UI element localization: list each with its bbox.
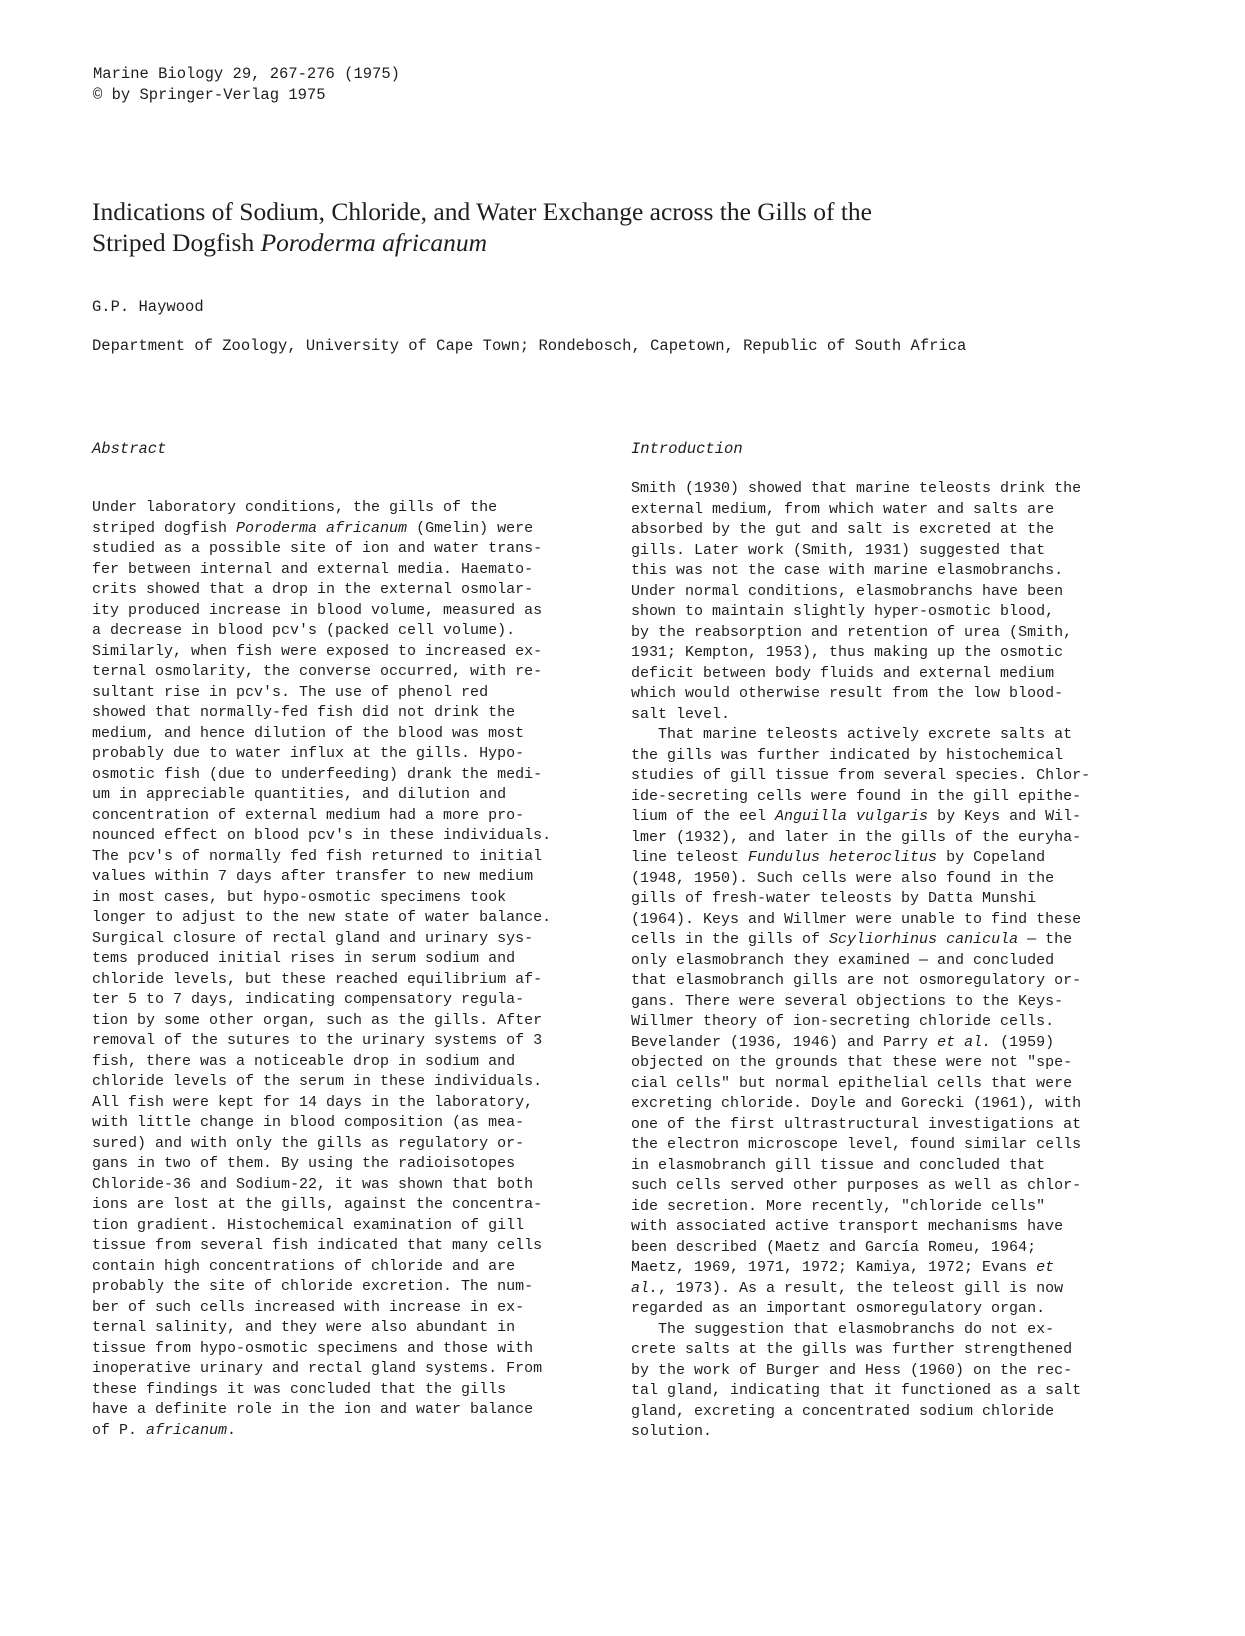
- abstract-line: The pcv's of normally fed fish returned to initial: [92, 847, 543, 865]
- abstract-line-text: .: [227, 1421, 237, 1439]
- intro-line: with associated active transport mechanisms have: [631, 1218, 1064, 1235]
- abstract-line: values within 7 days after transfer to new medium: [92, 868, 534, 885]
- abstract-line: these findings it was concluded that the gills: [92, 1380, 507, 1398]
- intro-line: which would otherwise result from the low blood-: [631, 685, 1064, 702]
- abstract-line: um in appreciable quantities, and dilution and: [92, 786, 507, 803]
- abstract-line: showed that normally-fed fish did not drink the: [92, 704, 516, 721]
- abstract-line: fish, there was a noticeable drop in sodium and: [92, 1052, 516, 1070]
- abstract-line: ity produced increase in blood volume, measured as: [92, 601, 543, 619]
- abstract-line: have a definite role in the ion and water balance: [92, 1401, 534, 1418]
- intro-line-text: — the: [1018, 931, 1073, 948]
- intro-line: gans. There were several objections to the Keys-: [631, 992, 1064, 1010]
- abstract-line: All fish were kept for 14 days in the laboratory,: [92, 1093, 534, 1111]
- abstract-line: sultant rise in pcv's. The use of phenol red: [92, 683, 489, 701]
- intro-line: such cells served other purposes as well as chlor-: [631, 1177, 1082, 1194]
- intro-line: gills. Later work (Smith, 1931) suggested that: [631, 541, 1046, 559]
- intro-line: [631, 1258, 1151, 1279]
- abstract-line: removal of the sutures to the urinary systems of 3: [92, 1032, 543, 1049]
- intro-et-al: al.: [631, 1279, 659, 1297]
- abstract-line: fer between internal and external media. Haemato-: [92, 560, 534, 578]
- intro-line: lmer (1932), and later in the gills of the euryha-: [631, 828, 1082, 846]
- abstract-species-name: africanum: [146, 1421, 228, 1439]
- intro-line-text: Maetz, 1969, 1971, 1972; Kamiya, 1972; Evans: [631, 1259, 1037, 1276]
- intro-line: That marine teleosts actively excrete salts at: [631, 726, 1073, 743]
- abstract-line: ions are lost at the gills, against the concentra-: [92, 1196, 543, 1213]
- abstract-line: Surgical closure of rectal gland and urinary sys-: [92, 929, 534, 947]
- introduction-heading: Introduction: [631, 440, 743, 458]
- intro-et-al: et: [1036, 1259, 1055, 1276]
- intro-line: this was not the case with marine elasmobranchs.: [631, 562, 1064, 579]
- paper-title: [92, 196, 1092, 258]
- intro-line: (1948, 1950). Such cells were also found in the: [631, 869, 1055, 887]
- intro-line: [631, 1033, 1151, 1054]
- intro-line: Under normal conditions, elasmobranchs have been: [631, 582, 1064, 600]
- intro-line: the electron microscope level, found similar cells: [631, 1136, 1082, 1153]
- intro-line-text: cells in the gills of: [631, 931, 830, 948]
- abstract-line: tems produced initial rises in serum sodium and: [92, 950, 516, 967]
- abstract-line: studied as a possible site of ion and water trans-: [92, 540, 543, 557]
- intro-line: cial cells" but normal epithelial cells that were: [631, 1074, 1073, 1092]
- abstract-heading: Abstract: [92, 440, 167, 458]
- intro-species-name: Anguilla vulgaris: [775, 808, 929, 825]
- journal-citation: Marine Biology 29, 267-276 (1975): [93, 65, 400, 83]
- intro-line-text: by Keys and Wil-: [928, 808, 1082, 825]
- intro-line-text: line teleost: [631, 849, 749, 866]
- intro-line: objected on the grounds that these were not "spe-: [631, 1054, 1073, 1071]
- intro-line: ide-secreting cells were found in the gill epithe-: [631, 787, 1082, 805]
- intro-line: been described (Maetz and García Romeu, 1964;: [631, 1238, 1037, 1256]
- author-affiliation: Department of Zoology, University of Cape Town; Rondebosch, Capetown, Republic of South Africa: [92, 337, 967, 355]
- intro-line: gland, excreting a concentrated sodium chloride: [631, 1402, 1055, 1420]
- intro-line: only elasmobranch they examined — and concluded: [631, 951, 1055, 969]
- abstract-line-text: of P.: [92, 1421, 147, 1439]
- abstract-species-name: Poroderma africanum: [236, 519, 408, 537]
- abstract-line: [92, 1421, 602, 1442]
- intro-line-text: lium of the eel: [631, 808, 776, 825]
- intro-line: in elasmobranch gill tissue and concluded that: [631, 1156, 1046, 1174]
- abstract-line: medium, and hence dilution of the blood was most: [92, 724, 525, 742]
- intro-line: Willmer theory of ion-secreting chloride cells.: [631, 1013, 1055, 1030]
- copyright-line: © by Springer-Verlag 1975: [93, 86, 326, 104]
- intro-line: [631, 1279, 1151, 1300]
- intro-line: ide secretion. More recently, "chloride cells": [631, 1197, 1046, 1215]
- intro-line: (1964). Keys and Willmer were unable to find these: [631, 910, 1082, 928]
- intro-line: by the work of Burger and Hess (1960) on the rec-: [631, 1361, 1073, 1379]
- intro-line: solution.: [631, 1423, 713, 1440]
- title-line-1: Indications of Sodium, Chloride, and Water Exchange across the Gills of the: [92, 197, 873, 226]
- intro-line: the gills was further indicated by histochemical: [631, 746, 1064, 764]
- intro-line: external medium, from which water and salts are: [631, 500, 1055, 518]
- author-name: G.P. Haywood: [92, 298, 204, 316]
- abstract-line: Similarly, when fish were exposed to increased ex-: [92, 642, 543, 660]
- abstract-line: with little change in blood composition (as mea-: [92, 1114, 525, 1131]
- abstract-line: inoperative urinary and rectal gland systems. From: [92, 1360, 543, 1377]
- introduction-body: [631, 479, 1151, 1443]
- intro-line-text: by Copeland: [937, 849, 1046, 866]
- intro-line: shown to maintain slightly hyper-osmotic blood,: [631, 603, 1055, 620]
- abstract-line: Under laboratory conditions, the gills of the: [92, 499, 498, 516]
- intro-line: tal gland, indicating that it functioned as a salt: [631, 1382, 1082, 1399]
- journal-header: [93, 64, 400, 106]
- intro-line: [631, 848, 1151, 869]
- abstract-line: longer to adjust to the new state of water balance.: [92, 909, 552, 926]
- abstract-line: a decrease in blood pcv's (packed cell volume).: [92, 622, 516, 639]
- abstract-line: ter 5 to 7 days, indicating compensatory regula-: [92, 991, 525, 1008]
- intro-species-name: Fundulus heteroclitus: [748, 849, 938, 866]
- abstract-line: [92, 519, 602, 540]
- abstract-line: ber of such cells increased with increase in ex-: [92, 1298, 525, 1316]
- intro-line: one of the first ultrastructural investigations at: [631, 1115, 1082, 1133]
- intro-line: [631, 807, 1151, 828]
- abstract-line: chloride levels, but these reached equilibrium af-: [92, 970, 543, 988]
- intro-et-al: et al.: [937, 1033, 992, 1051]
- intro-line: studies of gill tissue from several species. Chlor-: [631, 767, 1091, 784]
- abstract-line: crits showed that a drop in the external osmolar-: [92, 581, 534, 598]
- intro-species-name: Scyliorhinus canicula: [829, 931, 1019, 948]
- abstract-line: in most cases, but hypo-osmotic specimens took: [92, 888, 507, 906]
- intro-line: by the reabsorption and retention of urea (Smith,: [631, 623, 1073, 641]
- abstract-line: contain high concentrations of chloride and are: [92, 1257, 516, 1275]
- abstract-line: osmotic fish (due to underfeeding) drank the medi-: [92, 765, 543, 783]
- abstract-line: chloride levels of the serum in these individuals.: [92, 1073, 543, 1090]
- abstract-line: nounced effect on blood pcv's in these individuals.: [92, 827, 552, 844]
- title-line-2-text: Striped Dogfish: [92, 228, 261, 257]
- intro-line: that elasmobranch gills are not osmoregulatory or-: [631, 972, 1082, 989]
- intro-line: gills of fresh-water teleosts by Datta Munshi: [631, 890, 1037, 907]
- intro-line-text: (1959): [991, 1033, 1055, 1051]
- intro-line: absorbed by the gut and salt is excreted at the: [631, 521, 1055, 538]
- abstract-line: ternal salinity, and they were also abundant in: [92, 1319, 516, 1336]
- abstract-line: concentration of external medium had a more pro-: [92, 806, 525, 824]
- abstract-line: probably due to water influx at the gills. Hypo-: [92, 745, 525, 762]
- intro-line: crete salts at the gills was further strengthened: [631, 1341, 1073, 1358]
- abstract-line: gans in two of them. By using the radioisotopes: [92, 1155, 516, 1172]
- abstract-line: tissue from hypo-osmotic specimens and those with: [92, 1339, 534, 1357]
- intro-line-text: , 1973). As a result, the teleost gill is now: [658, 1279, 1064, 1297]
- intro-line: Smith (1930) showed that marine teleosts drink the: [631, 480, 1082, 497]
- abstract-line: Chloride-36 and Sodium-22, it was shown that both: [92, 1175, 534, 1193]
- abstract-line: probably the site of chloride excretion. The num-: [92, 1278, 534, 1295]
- abstract-line: tion by some other organ, such as the gills. After: [92, 1011, 543, 1029]
- intro-line: 1931; Kempton, 1953), thus making up the osmotic: [631, 644, 1064, 661]
- intro-line: regarded as an important osmoregulatory organ.: [631, 1300, 1046, 1317]
- intro-line: deficit between body fluids and external medium: [631, 664, 1055, 682]
- intro-line-text: Bevelander (1936, 1946) and Parry: [631, 1033, 938, 1051]
- abstract-line-text: striped dogfish: [92, 519, 237, 537]
- abstract-line: ternal osmolarity, the converse occurred, with re-: [92, 663, 543, 680]
- abstract-line: tissue from several fish indicated that many cells: [92, 1237, 543, 1254]
- abstract-body: [92, 498, 602, 1441]
- intro-line: The suggestion that elasmobranchs do not ex-: [631, 1320, 1055, 1338]
- abstract-line-text: (Gmelin) were: [407, 519, 534, 537]
- intro-line: salt level.: [631, 705, 731, 723]
- abstract-line: tion gradient. Histochemical examination of gill: [92, 1216, 525, 1234]
- title-line-2: [92, 227, 1092, 258]
- abstract-line: sured) and with only the gills as regulatory or-: [92, 1134, 525, 1152]
- title-species-name: Poroderma africanum: [260, 228, 487, 257]
- intro-line: excreting chloride. Doyle and Gorecki (1961), with: [631, 1095, 1082, 1112]
- intro-line: [631, 930, 1151, 951]
